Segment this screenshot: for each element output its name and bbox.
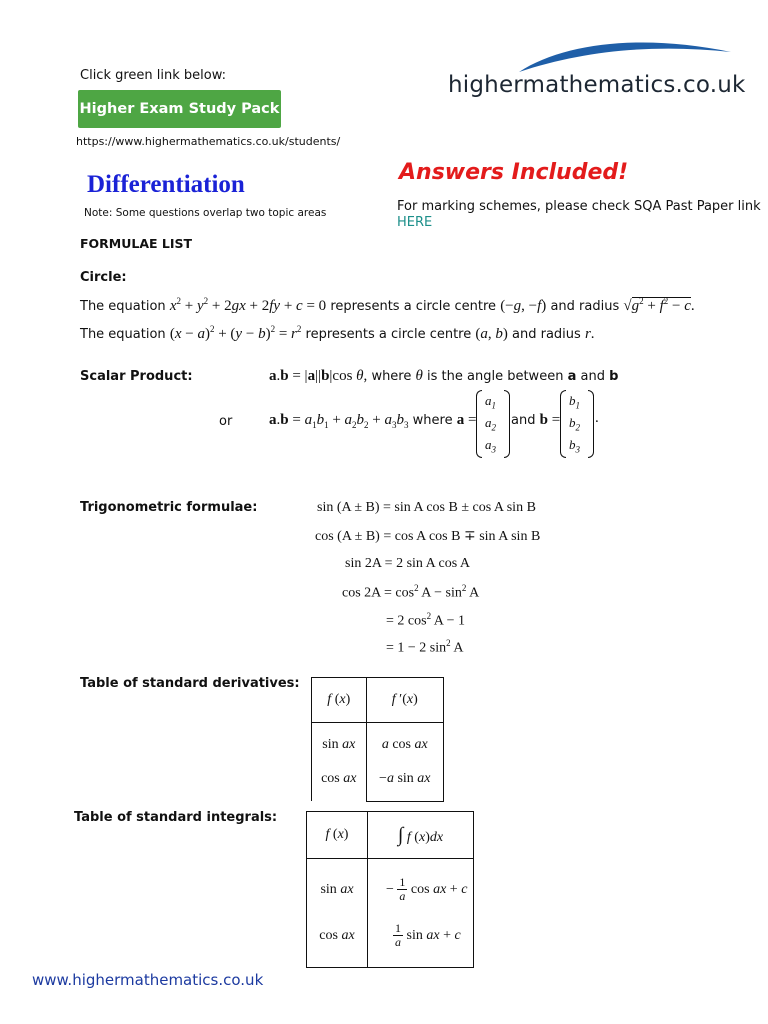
vector-b2: $b_2$	[569, 415, 580, 433]
circle-line2-mid: represents a circle centre	[305, 327, 472, 342]
derivatives-table	[311, 677, 444, 802]
circle-line2-and: and radius	[512, 327, 581, 342]
answers-included-banner: Answers Included!	[399, 160, 629, 185]
circle-centre-general: (−g, −f)	[500, 298, 547, 314]
table-row	[312, 723, 444, 802]
derivatives-heading: Table of standard derivatives:	[80, 676, 300, 691]
circle-equation-centre-form	[80, 324, 595, 343]
scalar-and: and	[580, 369, 605, 384]
marking-schemes-text	[397, 199, 768, 231]
trig-cos-double-2: = 2 $\cos^2 A - 1$	[386, 611, 466, 629]
circle-line1-prefix: The equation	[80, 299, 166, 314]
formulae-heading: FORMULAE LIST	[80, 236, 193, 251]
scalar-and2: and	[511, 413, 536, 428]
vector-a-left-bracket	[476, 390, 482, 458]
vector-b-left-bracket	[560, 390, 566, 458]
vector-b1: $b_1$	[569, 393, 580, 411]
vector-b3: $b_3$	[569, 437, 580, 455]
scalar-where: where	[371, 369, 412, 384]
integrals-table	[306, 811, 474, 968]
vector-a-eq: a =	[456, 412, 477, 428]
logo-swoosh-icon	[515, 38, 735, 76]
circle-centre-formula: $(x - a)^2 + (y - b)^2 = r^2$	[169, 324, 302, 342]
vector-b-eq	[511, 412, 560, 429]
scalar-where2: where	[412, 413, 453, 428]
trig-sin-sum: sin (A ± B) = sin A cos B ± cos A sin B	[317, 500, 536, 515]
vector-a3: $a_3$	[485, 437, 496, 455]
vector-b-right-bracket	[588, 390, 594, 458]
circle-heading: Circle:	[80, 270, 127, 285]
vector-b-eq-sign: b =	[539, 412, 561, 428]
trig-cos-double-1: $\cos 2A = \cos^2 A - \sin^2 A$	[342, 583, 480, 601]
vector-a-right-bracket	[504, 390, 510, 458]
scalar-product-formula-1	[269, 368, 618, 385]
integ-col-integral	[368, 859, 474, 968]
circle-general-formula: $x^2 + y^2 + 2gx + 2fy + c = 0$	[169, 296, 327, 314]
integ-sin-result: − $\frac{1}{a}$ cos ax + c	[386, 875, 468, 904]
study-pack-button[interactable]: Higher Exam Study Pack	[78, 90, 281, 128]
click-label: Click green link below:	[80, 68, 227, 83]
deriv-col-f: sin ax cos ax	[312, 723, 367, 802]
table-row	[307, 859, 474, 968]
vector-a-column	[476, 390, 510, 456]
integ-col-f: sin ax cos ax	[307, 859, 368, 968]
marking-text: For marking schemes, please check SQA Past Paper link	[397, 199, 761, 214]
trig-sin-double: sin 2A = 2 sin A cos A	[345, 556, 470, 571]
circle-radius-general: $√g^2 + f^2 - c$.	[623, 296, 695, 314]
footer-url-link[interactable]: www.highermathematics.co.uk	[32, 971, 264, 989]
vector-a1: $a_1$	[485, 393, 496, 411]
vector-a-label: a	[567, 369, 577, 384]
scalar-component-formula: $a.b = a_1b_1 + a_2b_2 + a_3b_3$	[269, 412, 409, 430]
scalar-product-heading: Scalar Product:	[80, 369, 193, 384]
trig-formulae-heading: Trigonometric formulae:	[80, 500, 258, 515]
deriv-col-fprime: a cos ax −a sin ax	[366, 723, 443, 802]
scalar-cos-formula: a.b = |a||b|cos θ,	[269, 368, 368, 384]
table-row	[307, 812, 474, 859]
here-link[interactable]: HERE	[397, 215, 433, 230]
integrals-heading: Table of standard integrals:	[74, 810, 278, 825]
site-logo[interactable]: highermathematics.co.uk	[448, 72, 746, 98]
page-title: Differentiation	[87, 171, 245, 198]
integ-header-integral: ∫ f (x)dx	[368, 812, 474, 859]
deriv-header-f: f (x)	[312, 678, 367, 723]
theta-symbol: θ	[415, 368, 423, 384]
table-row	[312, 678, 444, 723]
vector-b-period: .	[595, 410, 599, 426]
vector-a2: $a_2$	[485, 415, 496, 433]
circle-centre-ab: (a, b)	[475, 326, 508, 342]
overlap-note: Note: Some questions overlap two topic areas	[84, 207, 327, 219]
scalar-where-rest: is the angle between	[427, 369, 564, 384]
scalar-product-formula-2	[269, 412, 476, 430]
integ-cos-result: $\frac{1}{a}$ sin ax + c	[395, 921, 461, 950]
circle-radius-r: r.	[584, 326, 595, 342]
circle-line2-prefix: The equation	[80, 327, 166, 342]
trig-cos-double-3: = 1 − 2 $\sin^2 A$	[386, 638, 464, 656]
deriv-header-fprime: f ′(x)	[366, 678, 443, 723]
or-label: or	[219, 414, 233, 429]
integ-header-f: f (x)	[307, 812, 368, 859]
trig-cos-sum: cos (A ± B) = cos A cos B ∓ sin A sin B	[315, 529, 541, 544]
vector-b-column	[560, 390, 594, 456]
circle-equation-general	[80, 296, 695, 315]
students-url-link[interactable]: https://www.highermathematics.co.uk/students/	[76, 135, 341, 148]
circle-line1-mid: represents a circle centre	[330, 299, 497, 314]
vector-b-label: b	[609, 369, 619, 384]
circle-line1-and: and radius	[550, 299, 620, 314]
